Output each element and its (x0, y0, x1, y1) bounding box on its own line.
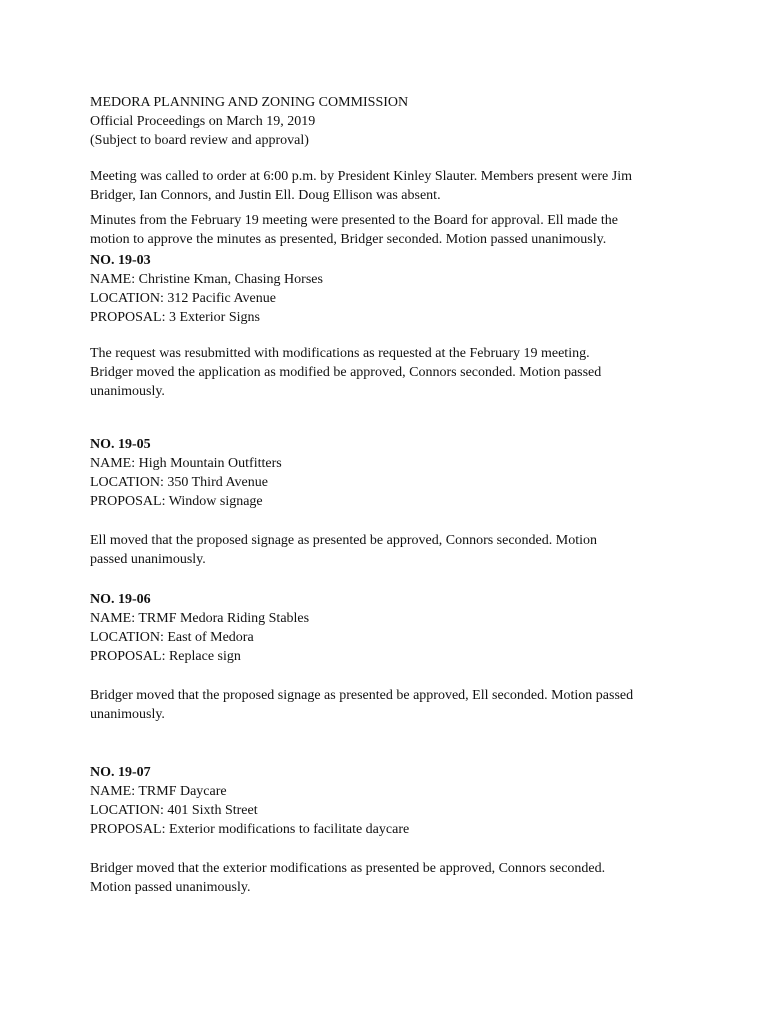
intro-paragraph-call-to-order (90, 167, 690, 205)
item-action-line: Bridger moved that the exterior modifications as presented be approved, Connors seconded. (90, 861, 606, 876)
agenda-item-19-03 (90, 251, 690, 401)
paragraph-line: Minutes from the February 19 meeting were presented to the Board for approval. Ell made the (90, 213, 618, 228)
item-action-line: passed unanimously. (90, 552, 206, 567)
item-action-line: Bridger moved the application as modified be approved, Connors seconded. Motion passed (90, 365, 602, 380)
paragraph-line: Bridger, Ian Connors, and Justin Ell. Doug Ellison was absent. (90, 188, 441, 203)
document-title: MEDORA PLANNING AND ZONING COMMISSION (90, 95, 409, 110)
item-location: LOCATION: 312 Pacific Avenue (90, 291, 276, 306)
agenda-item-19-07 (90, 763, 690, 897)
item-action-line: Motion passed unanimously. (90, 880, 251, 895)
item-location: LOCATION: 401 Sixth Street (90, 803, 258, 818)
item-proposal: PROPOSAL: 3 Exterior Signs (90, 310, 260, 325)
item-location: LOCATION: East of Medora (90, 630, 254, 645)
paragraph-line: motion to approve the minutes as presented, Bridger seconded. Motion passed unanimously. (90, 232, 607, 247)
item-number: NO. 19-05 (90, 437, 151, 452)
item-action-line: The request was resubmitted with modifications as requested at the February 19 meeting. (90, 346, 590, 361)
paragraph-line: Meeting was called to order at 6:00 p.m. by President Kinley Slauter. Members present were Jim (90, 169, 632, 184)
item-name: NAME: TRMF Daycare (90, 784, 227, 799)
item-name: NAME: TRMF Medora Riding Stables (90, 611, 310, 626)
item-action-line: Bridger moved that the proposed signage as presented be approved, Ell seconded. Motion passed (90, 688, 634, 703)
item-proposal: PROPOSAL: Replace sign (90, 649, 241, 664)
intro-paragraph-minutes (90, 211, 690, 249)
agenda-item-19-06 (90, 590, 690, 724)
item-proposal: PROPOSAL: Exterior modifications to facilitate daycare (90, 822, 410, 837)
item-number: NO. 19-03 (90, 253, 151, 268)
item-action-line: unanimously. (90, 384, 165, 399)
item-proposal: PROPOSAL: Window signage (90, 494, 263, 509)
review-note: (Subject to board review and approval) (90, 133, 309, 148)
item-action-line: Ell moved that the proposed signage as presented be approved, Connors seconded. Motion (90, 533, 597, 548)
item-number: NO. 19-06 (90, 592, 151, 607)
item-number: NO. 19-07 (90, 765, 151, 780)
item-name: NAME: High Mountain Outfitters (90, 456, 282, 471)
document-subtitle: Official Proceedings on March 19, 2019 (90, 114, 316, 129)
document-page (90, 93, 690, 897)
agenda-item-19-05 (90, 435, 690, 569)
item-location: LOCATION: 350 Third Avenue (90, 475, 268, 490)
item-name: NAME: Christine Kman, Chasing Horses (90, 272, 323, 287)
item-action-line: unanimously. (90, 707, 165, 722)
